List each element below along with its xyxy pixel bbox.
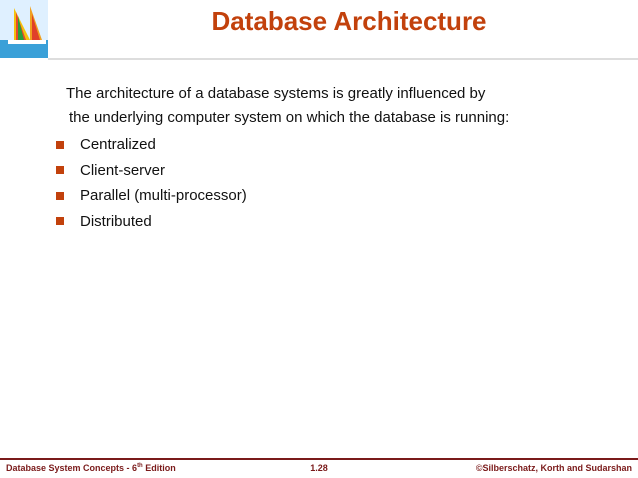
footer-book-suffix: Edition <box>142 463 176 473</box>
footer-divider <box>0 458 638 460</box>
slide-body <box>66 84 626 234</box>
footer-edition-sup: th <box>137 463 143 469</box>
footer-book-prefix: Database System Concepts - 6 <box>6 463 138 473</box>
square-bullet-icon <box>56 217 64 225</box>
sailboat-logo-icon <box>0 0 48 58</box>
bullet-label: Parallel (multi-processor) <box>80 187 247 205</box>
square-bullet-icon <box>56 166 64 174</box>
bullet-label: Centralized <box>80 136 156 154</box>
bullet-label: Distributed <box>80 212 152 230</box>
intro-line-1: The architecture of a database systems is greatly influenced by <box>66 85 486 102</box>
footer-page-number: 1.28 <box>310 463 328 473</box>
header-divider <box>48 58 638 60</box>
list-item <box>56 209 626 235</box>
list-item <box>56 183 626 209</box>
list-item <box>56 132 626 158</box>
bullet-label: Client-server <box>80 161 166 179</box>
footer-copyright: ©Silberschatz, Korth and Sudarshan <box>475 463 632 473</box>
bullet-list <box>56 132 626 234</box>
square-bullet-icon <box>56 141 64 149</box>
intro-line-2: the underlying computer system on which the database is running: <box>69 109 510 126</box>
slide-title: Database Architecture <box>211 6 487 36</box>
square-bullet-icon <box>56 192 64 200</box>
list-item <box>56 158 626 184</box>
